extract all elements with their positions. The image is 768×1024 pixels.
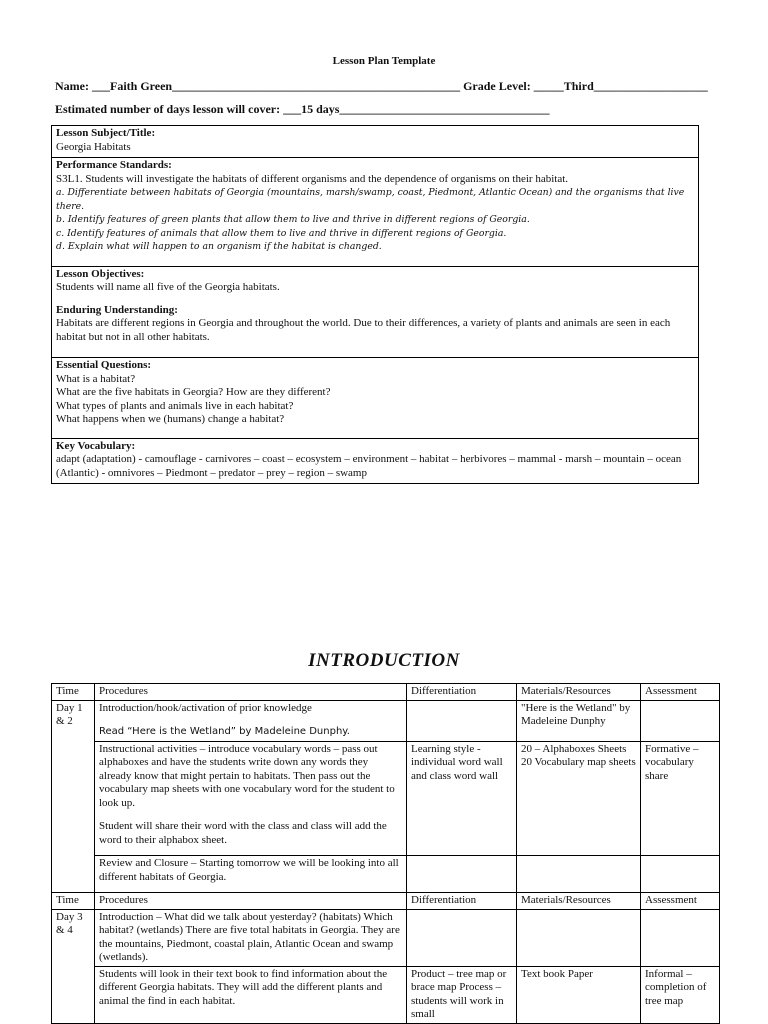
question-item: What are the five habitats in Georgia? How are they different?: [56, 386, 331, 398]
objectives-section: [52, 267, 698, 359]
question-item: What happens when we (humans) change a habitat?: [56, 413, 285, 425]
differentiation-cell: [407, 909, 517, 966]
procedure-cell: Introduction – What did we talk about yesterday? (habitats) Which habitat? (wetlands) There are five total habitats in Georgia. They are the mountains, Piedmont, coastal plain, Atlantic Ocean and swamp (wetlands).: [95, 909, 407, 966]
enduring-value: Habitats are different regions in Georgia and throughout the world. Due to their differences, a variety of plants and animals are seen in each habitat but not in all other habitats.: [56, 317, 671, 343]
subject-label: Lesson Subject/Title:: [56, 127, 156, 139]
introduction-table: [51, 683, 720, 1024]
standard-a: a. Differentiate between habitats of Georgia (mountains, marsh/swamp, coast, Piedmont, Atlantic Ocean) and the organisms that live there.: [56, 187, 685, 212]
materials-cell: [517, 909, 641, 966]
days-line: [55, 102, 549, 117]
assessment-cell: [641, 700, 720, 741]
document-title: Lesson Plan Template: [332, 55, 436, 67]
grade-label: Grade Level:: [460, 79, 534, 93]
materials-cell: 20 – Alphaboxes Sheets 20 Vocabulary map sheets: [517, 741, 641, 856]
vocabulary-label: Key Vocabulary:: [56, 439, 136, 452]
header-procedures: Procedures: [95, 893, 407, 910]
questions-label: Essential Questions:: [56, 359, 152, 371]
table-row: [52, 700, 720, 741]
procedure-cell: Students will look in their text book to find information about the different Georgia habitats. They will add the different plants and animal the find in each habitat.: [95, 966, 407, 1023]
table-row: [52, 966, 720, 1023]
header-assessment: Assessment: [641, 684, 720, 701]
name-label: Name:: [55, 79, 92, 93]
header-time: Time: [52, 893, 95, 910]
days-value: ___15 days___________________________________: [283, 102, 550, 116]
procedure-cell: Review and Closure – Starting tomorrow we will be looking into all different habitats of Georgia.: [95, 856, 407, 893]
materials-cell: Text book Paper: [517, 966, 641, 1023]
subject-section: [52, 126, 698, 158]
objectives-label: Lesson Objectives:: [56, 267, 145, 280]
questions-section: [52, 358, 698, 439]
vocabulary-section: [52, 439, 698, 485]
standard-c: c. Identify features of animals that allow them to live and thrive in different regions of Georgia.: [56, 227, 507, 239]
standard-b: b. Identify features of green plants that allow them to live and thrive in different regions of Georgia.: [56, 214, 530, 225]
differentiation-cell: Product – tree map or brace map Process – students will work in small: [407, 966, 517, 1023]
vocabulary-value: adapt (adaptation) - camouflage - carnivores – coast – ecosystem – environment – habitat – herbivores – mammal - marsh – mountain – ocean (Atlantic) - omnivores – Piedmont – predator – prey – region – swamp: [56, 453, 682, 479]
header-procedures: Procedures: [95, 684, 407, 701]
subject-value: Georgia Habitats: [56, 140, 131, 153]
assessment-cell: [641, 909, 720, 966]
procedure-text: Instructional activities – introduce vocabulary words – pass out alphaboxes and have the students write down any words they already know that might pertain to habitats. Then pass out the vocabulary map sheets with one vocabulary word for the student to look up.: [99, 742, 395, 809]
differentiation-cell: [407, 700, 517, 741]
standards-section: [52, 158, 698, 267]
introduction-heading: INTRODUCTION: [308, 650, 460, 671]
materials-cell: "Here is the Wetland" by Madeleine Dunphy: [517, 700, 641, 741]
procedure-cell: [95, 741, 407, 856]
name-value: ___Faith Green________________________________________________: [91, 79, 461, 93]
question-item: What is a habitat?: [56, 372, 136, 385]
enduring-label: Enduring Understanding:: [56, 303, 178, 316]
procedure-text: Read “Here is the Wetland” by Madeleine Dunphy.: [99, 726, 350, 737]
assessment-cell: Formative – vocabulary share: [641, 741, 720, 856]
table-row: [52, 856, 720, 893]
standards-main: S3L1. Students will investigate the habitats of different organisms and the dependence of organisms on their habitat.: [56, 172, 569, 185]
lesson-plan-box: [51, 125, 699, 484]
assessment-cell: Informal – completion of tree map: [641, 966, 720, 1023]
time-day-1-2: Day 1 & 2: [52, 700, 95, 893]
standard-d: d. Explain what will happen to an organism if the habitat is changed.: [56, 241, 382, 252]
header-time: Time: [52, 684, 95, 701]
differentiation-cell: [407, 856, 517, 893]
standards-label: Performance Standards:: [56, 159, 172, 171]
procedure-text: Introduction/hook/activation of prior knowledge: [99, 701, 312, 714]
header-assessment: Assessment: [641, 893, 720, 910]
procedure-cell: [95, 700, 407, 741]
table-row: [52, 741, 720, 856]
time-day-3-4: Day 3 & 4: [52, 909, 95, 1023]
differentiation-cell: Learning style - individual word wall and class word wall: [407, 741, 517, 856]
header-differentiation: Differentiation: [407, 893, 517, 910]
materials-cell: [517, 856, 641, 893]
name-line: [55, 79, 708, 94]
grade-value: _____Third___________________: [533, 79, 708, 93]
objectives-value: Students will name all five of the Georgia habitats.: [56, 281, 280, 293]
table-header-row: [52, 893, 720, 910]
procedure-text: Student will share their word with the class and class will add the word to their alphabox sheet.: [99, 820, 387, 846]
days-label: Estimated number of days lesson will cover:: [55, 102, 284, 116]
header-differentiation: Differentiation: [407, 684, 517, 701]
question-item: What types of plants and animals live in each habitat?: [56, 399, 294, 412]
table-header-row: [52, 684, 720, 701]
assessment-cell: [641, 856, 720, 893]
header-materials: Materials/Resources: [517, 684, 641, 701]
header-materials: Materials/Resources: [517, 893, 641, 910]
table-row: [52, 909, 720, 966]
